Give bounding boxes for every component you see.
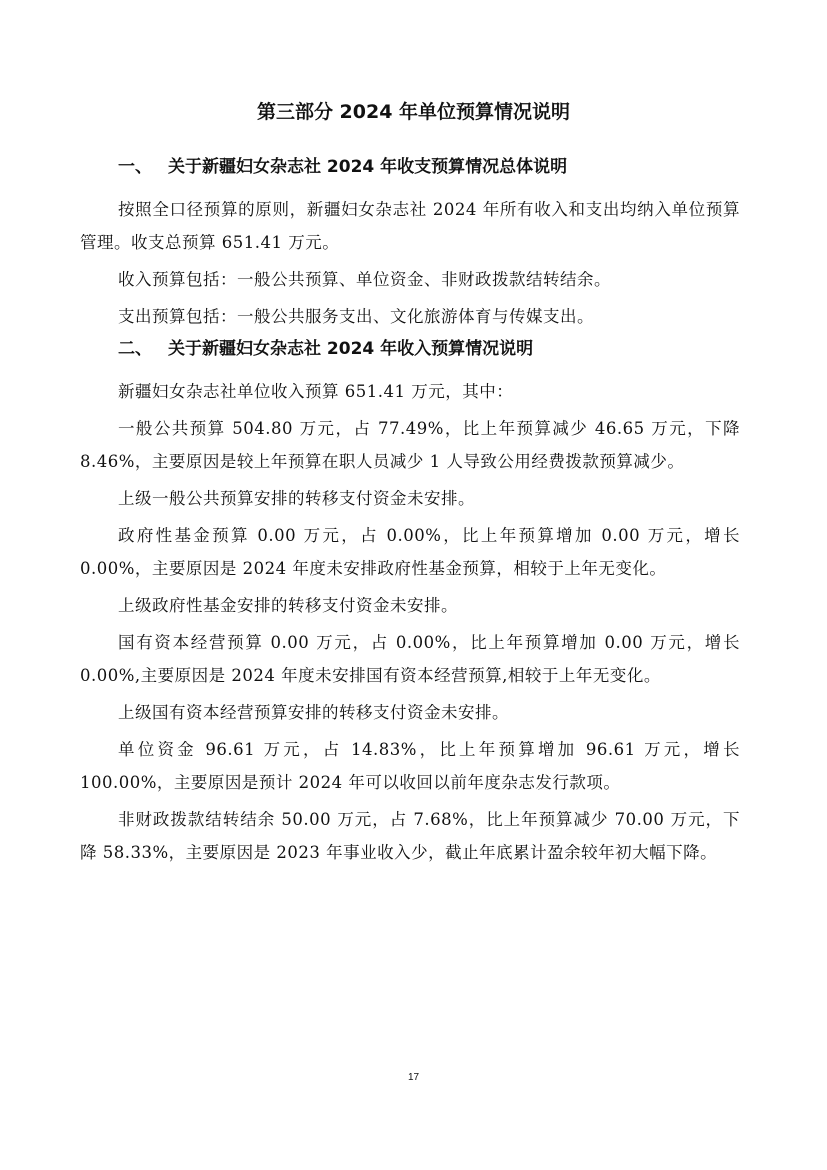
- section-number-2: 二、: [118, 339, 152, 359]
- page-number: 17: [407, 1072, 420, 1083]
- paragraph: 收入预算包括：一般公共预算、单位资金、非财政拨款结转结余。: [118, 270, 611, 289]
- paragraph: 新疆妇女杂志社单位收入预算 651.41 万元，其中：: [118, 382, 514, 401]
- paragraph: 上级一般公共预算安排的转移支付资金未安排。: [118, 489, 475, 508]
- paragraph: 上级政府性基金安排的转移支付资金未安排。: [118, 596, 458, 615]
- paragraph: 上级国有资本经营预算安排的转移支付资金未安排。: [118, 703, 509, 722]
- paragraph: 一般公共预算 504.80 万元，占 77.49%，比上年预算减少 46.65 万元，下降 8.46%，主要原因是较上年预算在职人员减少 1 人导致公用经费拨款预算减少。: [80, 419, 740, 471]
- document-body: [80, 155, 740, 873]
- section-heading-text-1: 关于新疆妇女杂志社 2024 年收支预算情况总体说明: [168, 157, 568, 177]
- page-title: 第三部分 2024 年单位预算情况说明: [256, 101, 571, 123]
- paragraph: 单位资金 96.61 万元，占 14.83%，比上年预算增加 96.61 万元，增长 100.00%，主要原因是预计 2024 年可以收回以前年度杂志发行款项。: [80, 740, 740, 792]
- section-heading-2: [80, 337, 740, 361]
- section-heading-text-2: 关于新疆妇女杂志社 2024 年收入预算情况说明: [168, 339, 534, 359]
- section-heading-1: [80, 155, 740, 179]
- section-number-1: 一、: [118, 157, 152, 177]
- paragraph: 支出预算包括：一般公共服务支出、文化旅游体育与传媒支出。: [118, 307, 594, 326]
- paragraph: 政府性基金预算 0.00 万元，占 0.00%，比上年预算增加 0.00 万元，增长 0.00%，主要原因是 2024 年度未安排政府性基金预算，相较于上年无变化。: [80, 526, 740, 578]
- paragraph: 国有资本经营预算 0.00 万元，占 0.00%，比上年预算增加 0.00 万元，增长 0.00%,主要原因是 2024 年度未安排国有资本经营预算,相较于上年无变化。: [80, 633, 740, 685]
- paragraph: 非财政拨款结转结余 50.00 万元，占 7.68%，比上年预算减少 70.00 万元，下降 58.33%，主要原因是 2023 年事业收入少，截止年底累计盈余较年初大幅下降。: [80, 810, 740, 862]
- paragraph: 按照全口径预算的原则，新疆妇女杂志社 2024 年所有收入和支出均纳入单位预算管理。收支总预算 651.41 万元。: [80, 200, 740, 252]
